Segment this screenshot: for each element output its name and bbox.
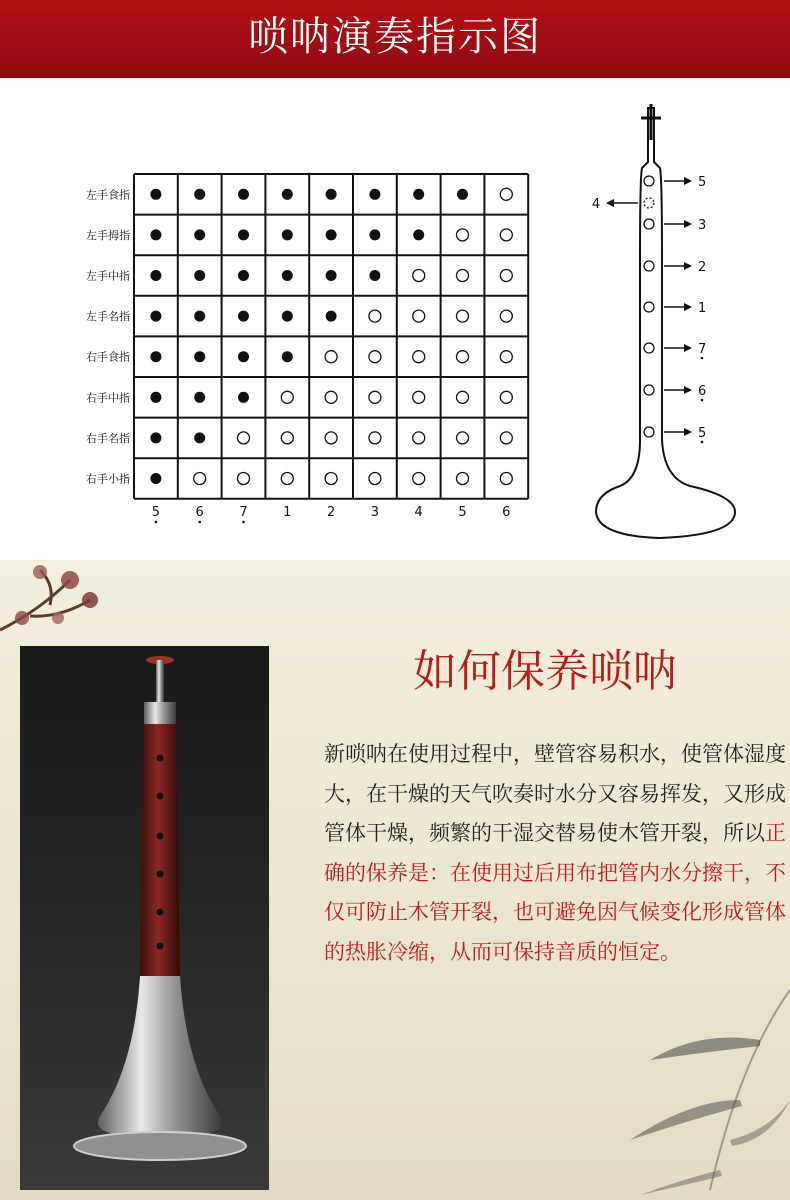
row-label: 左手食指: [86, 188, 130, 202]
arrow-head: [684, 262, 692, 270]
hole-label: 1: [698, 301, 707, 316]
arrow-head: [684, 220, 692, 228]
row-label: 左手名指: [86, 310, 130, 324]
hole-label: 6: [698, 384, 707, 399]
arrow-head: [684, 428, 692, 436]
fingering-section: [0, 78, 790, 560]
suona-illustration: [20, 646, 269, 1190]
thumb-hole: [644, 198, 654, 208]
finger-hole: [644, 302, 654, 312]
finger-hole: [644, 385, 654, 395]
octave-dot: [701, 357, 704, 360]
page-title: 唢呐演奏指示图: [248, 14, 542, 60]
finger-hole: [644, 219, 654, 229]
suona-photo: [20, 646, 269, 1190]
hole-label: 3: [698, 218, 707, 233]
row-label: 左手拇指: [86, 228, 130, 242]
row-label: 右手食指: [86, 350, 130, 364]
row-label: 右手名指: [86, 431, 130, 445]
hole-label: 5: [698, 426, 707, 441]
column-note-label: 4: [414, 505, 423, 520]
column-note-label: 2: [326, 505, 336, 520]
row-label: 右手中指: [86, 391, 130, 405]
hole-label: 2: [698, 260, 707, 275]
hole-label: 7: [698, 342, 707, 357]
row-label: 右手小指: [86, 472, 130, 486]
hole-label: 5: [698, 175, 707, 190]
column-note-label: 5: [458, 505, 467, 520]
column-note-label: 1: [283, 505, 292, 520]
care-text: 新唢呐在使用过程中，壁管容易积水，使管体湿度大，在干燥的天气吹奏时水分又容易挥发，又形成管体干燥，频繁的干湿交替易使木管开裂，所以: [324, 742, 786, 846]
care-section: [0, 560, 790, 1200]
arrow-head: [684, 177, 692, 185]
row-label: 左手中指: [86, 269, 130, 283]
arrow-head: [606, 199, 614, 207]
column-note-label: 3: [370, 505, 380, 520]
care-paragraph: [324, 735, 790, 973]
instrument-diagram: [0, 78, 790, 560]
hole-label: 4: [591, 197, 601, 212]
finger-hole: [644, 343, 654, 353]
arrow-head: [684, 303, 692, 311]
suona-outline: [596, 108, 735, 538]
finger-hole: [644, 176, 654, 186]
bamboo-decoration: [590, 980, 790, 1200]
octave-dot: [701, 441, 704, 444]
care-title: 如何保养唢呐: [413, 646, 677, 697]
care-emphasis-text: 正确的保养是：在使用过后用布把管内水分擦干，不仅可防止木管开裂，也可避免因气候变化形成管体的热胀冷缩，从而可保持音质的恒定。: [324, 821, 786, 964]
column-note-label: 5: [151, 505, 161, 520]
finger-hole: [644, 427, 654, 437]
arrow-head: [684, 344, 692, 352]
column-note-label: 7: [239, 505, 248, 520]
finger-hole: [644, 261, 654, 271]
arrow-head: [684, 386, 692, 394]
octave-dot: [701, 399, 704, 402]
column-note-label: 6: [195, 505, 204, 520]
column-note-label: 6: [502, 505, 511, 520]
header-banner: [0, 0, 790, 78]
